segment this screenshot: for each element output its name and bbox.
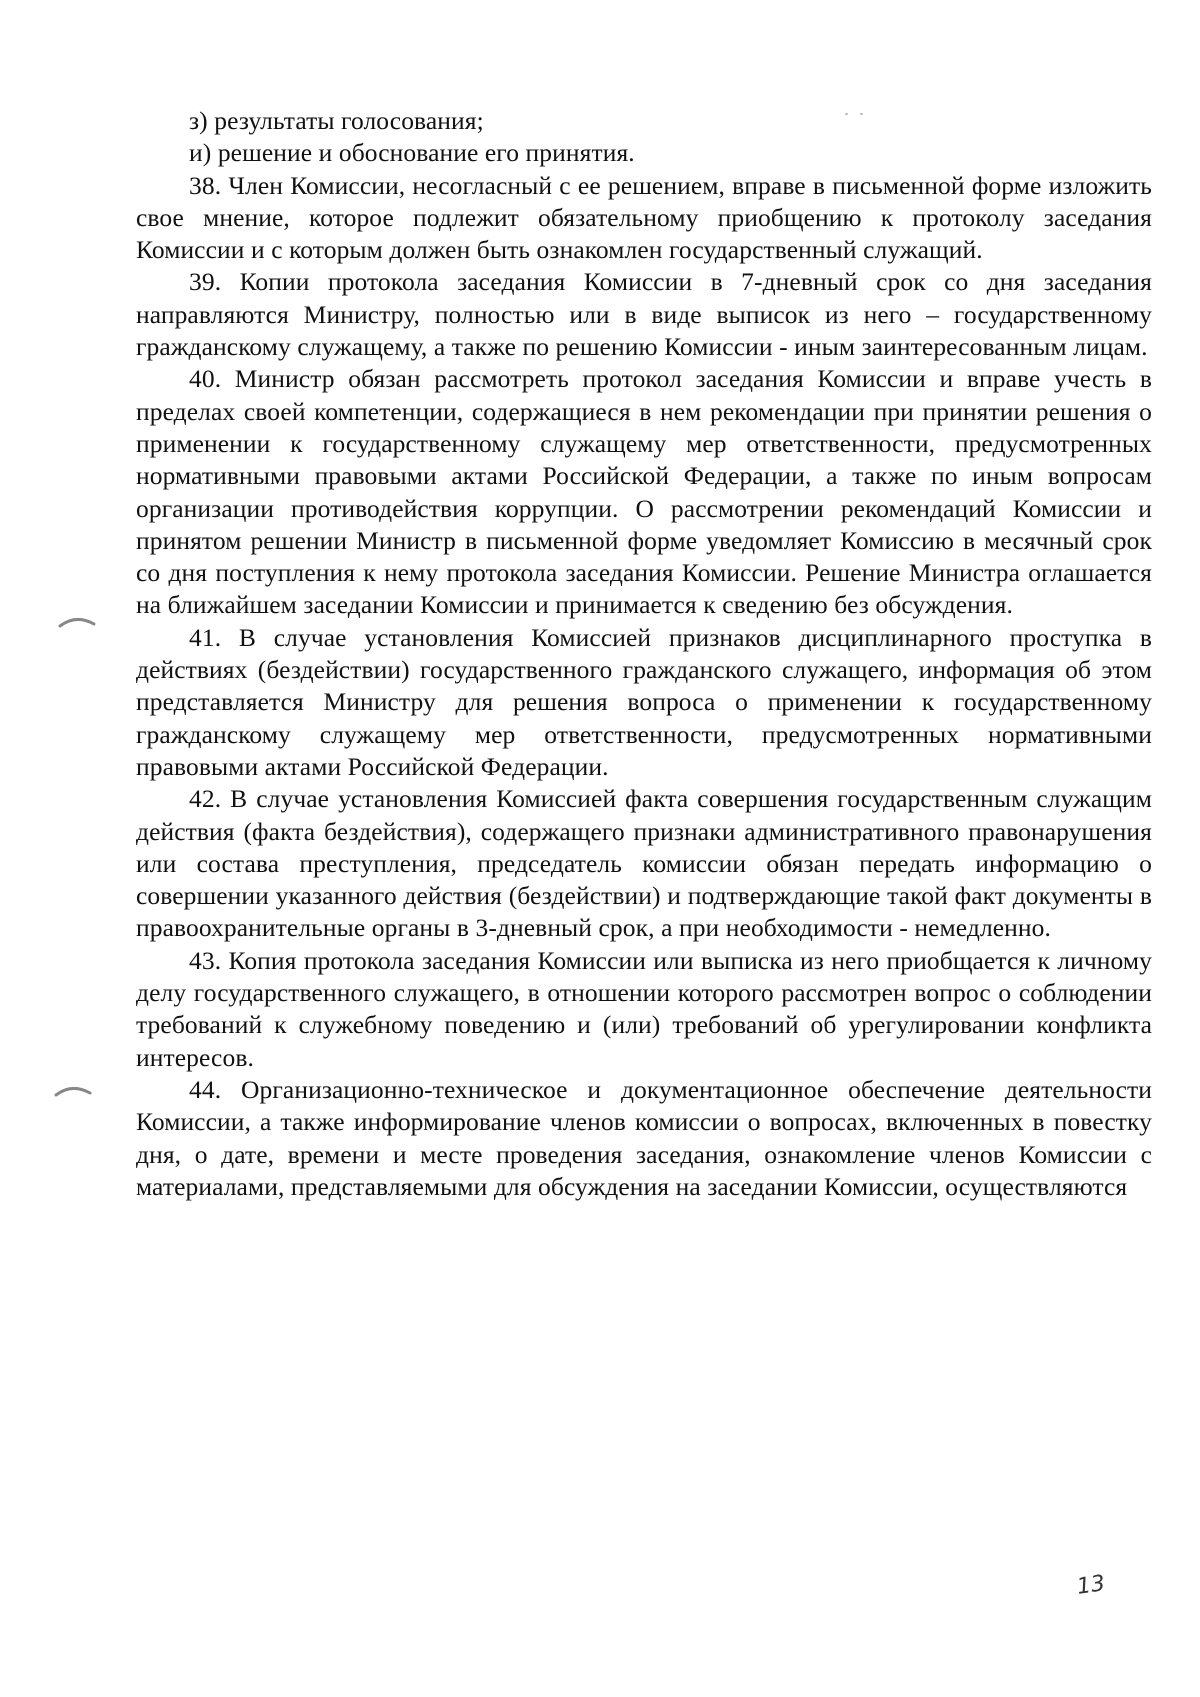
punch-hole-mark	[54, 1083, 92, 1097]
paragraph-44: 44. Организационно-техническое и документационное обеспечение деятельности Комиссии, а также информирование членов комиссии о вопросах, включенных в повестку дня, о дате, времени и месте проведения заседания, ознакомление членов Комиссии с материалами, представляемыми для обсуждения на заседании Комиссии, осуществляются	[136, 1074, 1152, 1201]
page-number: 13	[1075, 1571, 1107, 1600]
paragraph-38: 38. Член Комиссии, несогласный с ее решением, вправе в письменной форме изложить свое мнение, которое подлежит обязательному приобщению к протоколу заседания Комиссии и с которым должен быть ознакомлен государственный служащий.	[136, 170, 1152, 265]
list-item-i: и) решение и обоснование его принятия.	[189, 138, 635, 168]
paragraph-40: 40. Министр обязан рассмотреть протокол заседания Комиссии и вправе учесть в пределах своей компетенции, содержащиеся в нем рекомендации при принятии решения о применении к государственному служащему мер ответственности, предусмотренных нормативными правовыми актами Российской Федерации, а также по иным вопросам организации противодействия коррупции. О рассмотрении рекомендаций Комиссии и принятом решении Министр в письменной форме уведомляет Комиссию в месячный срок со дня поступления к нему протокола заседания Комиссии. Решение Министра оглашается на ближайшем заседании Комиссии и принимается к сведению без обсуждения.	[136, 364, 1152, 620]
paragraph-39: 39. Копии протокола заседания Комиссии в 7-дневный срок со дня заседания направляются Министру, полностью или в виде выписок из него – государственному гражданскому служащему, а также по решению Комиссии - иным заинтересованным лицам.	[136, 267, 1152, 362]
paragraph-43: 43. Копия протокола заседания Комиссии или выписка из него приобщается к личному делу государственного служащего, в отношении которого рассмотрен вопрос о соблюдении требований к служебному поведению и (или) требований об урегулировании конфликта интересов.	[136, 945, 1152, 1072]
paragraph-41: 41. В случае установления Комиссией признаков дисциплинарного проступка в действиях (бездействии) государственного гражданского служащего, информация об этом представляется Министру для решения вопроса о применении к государственному гражданскому служащему мер ответственности, предусмотренных нормативными правовыми актами Российской Федерации.	[136, 622, 1152, 781]
punch-hole-mark	[58, 614, 96, 628]
paragraph-42: 42. В случае установления Комиссией факта совершения государственным служащим действия (факта бездействия), содержащего признаки административного правонарушения или состава преступления, председатель комиссии обязан передать информацию о совершении указанного действия (бездействии) и подтверждающие такой факт документы в правоохранительные органы в 3-дневный срок, а при необходимости - немедленно.	[136, 784, 1152, 943]
list-item-z: з) результаты голосования;	[189, 106, 484, 135]
document-body	[136, 105, 1152, 1203]
